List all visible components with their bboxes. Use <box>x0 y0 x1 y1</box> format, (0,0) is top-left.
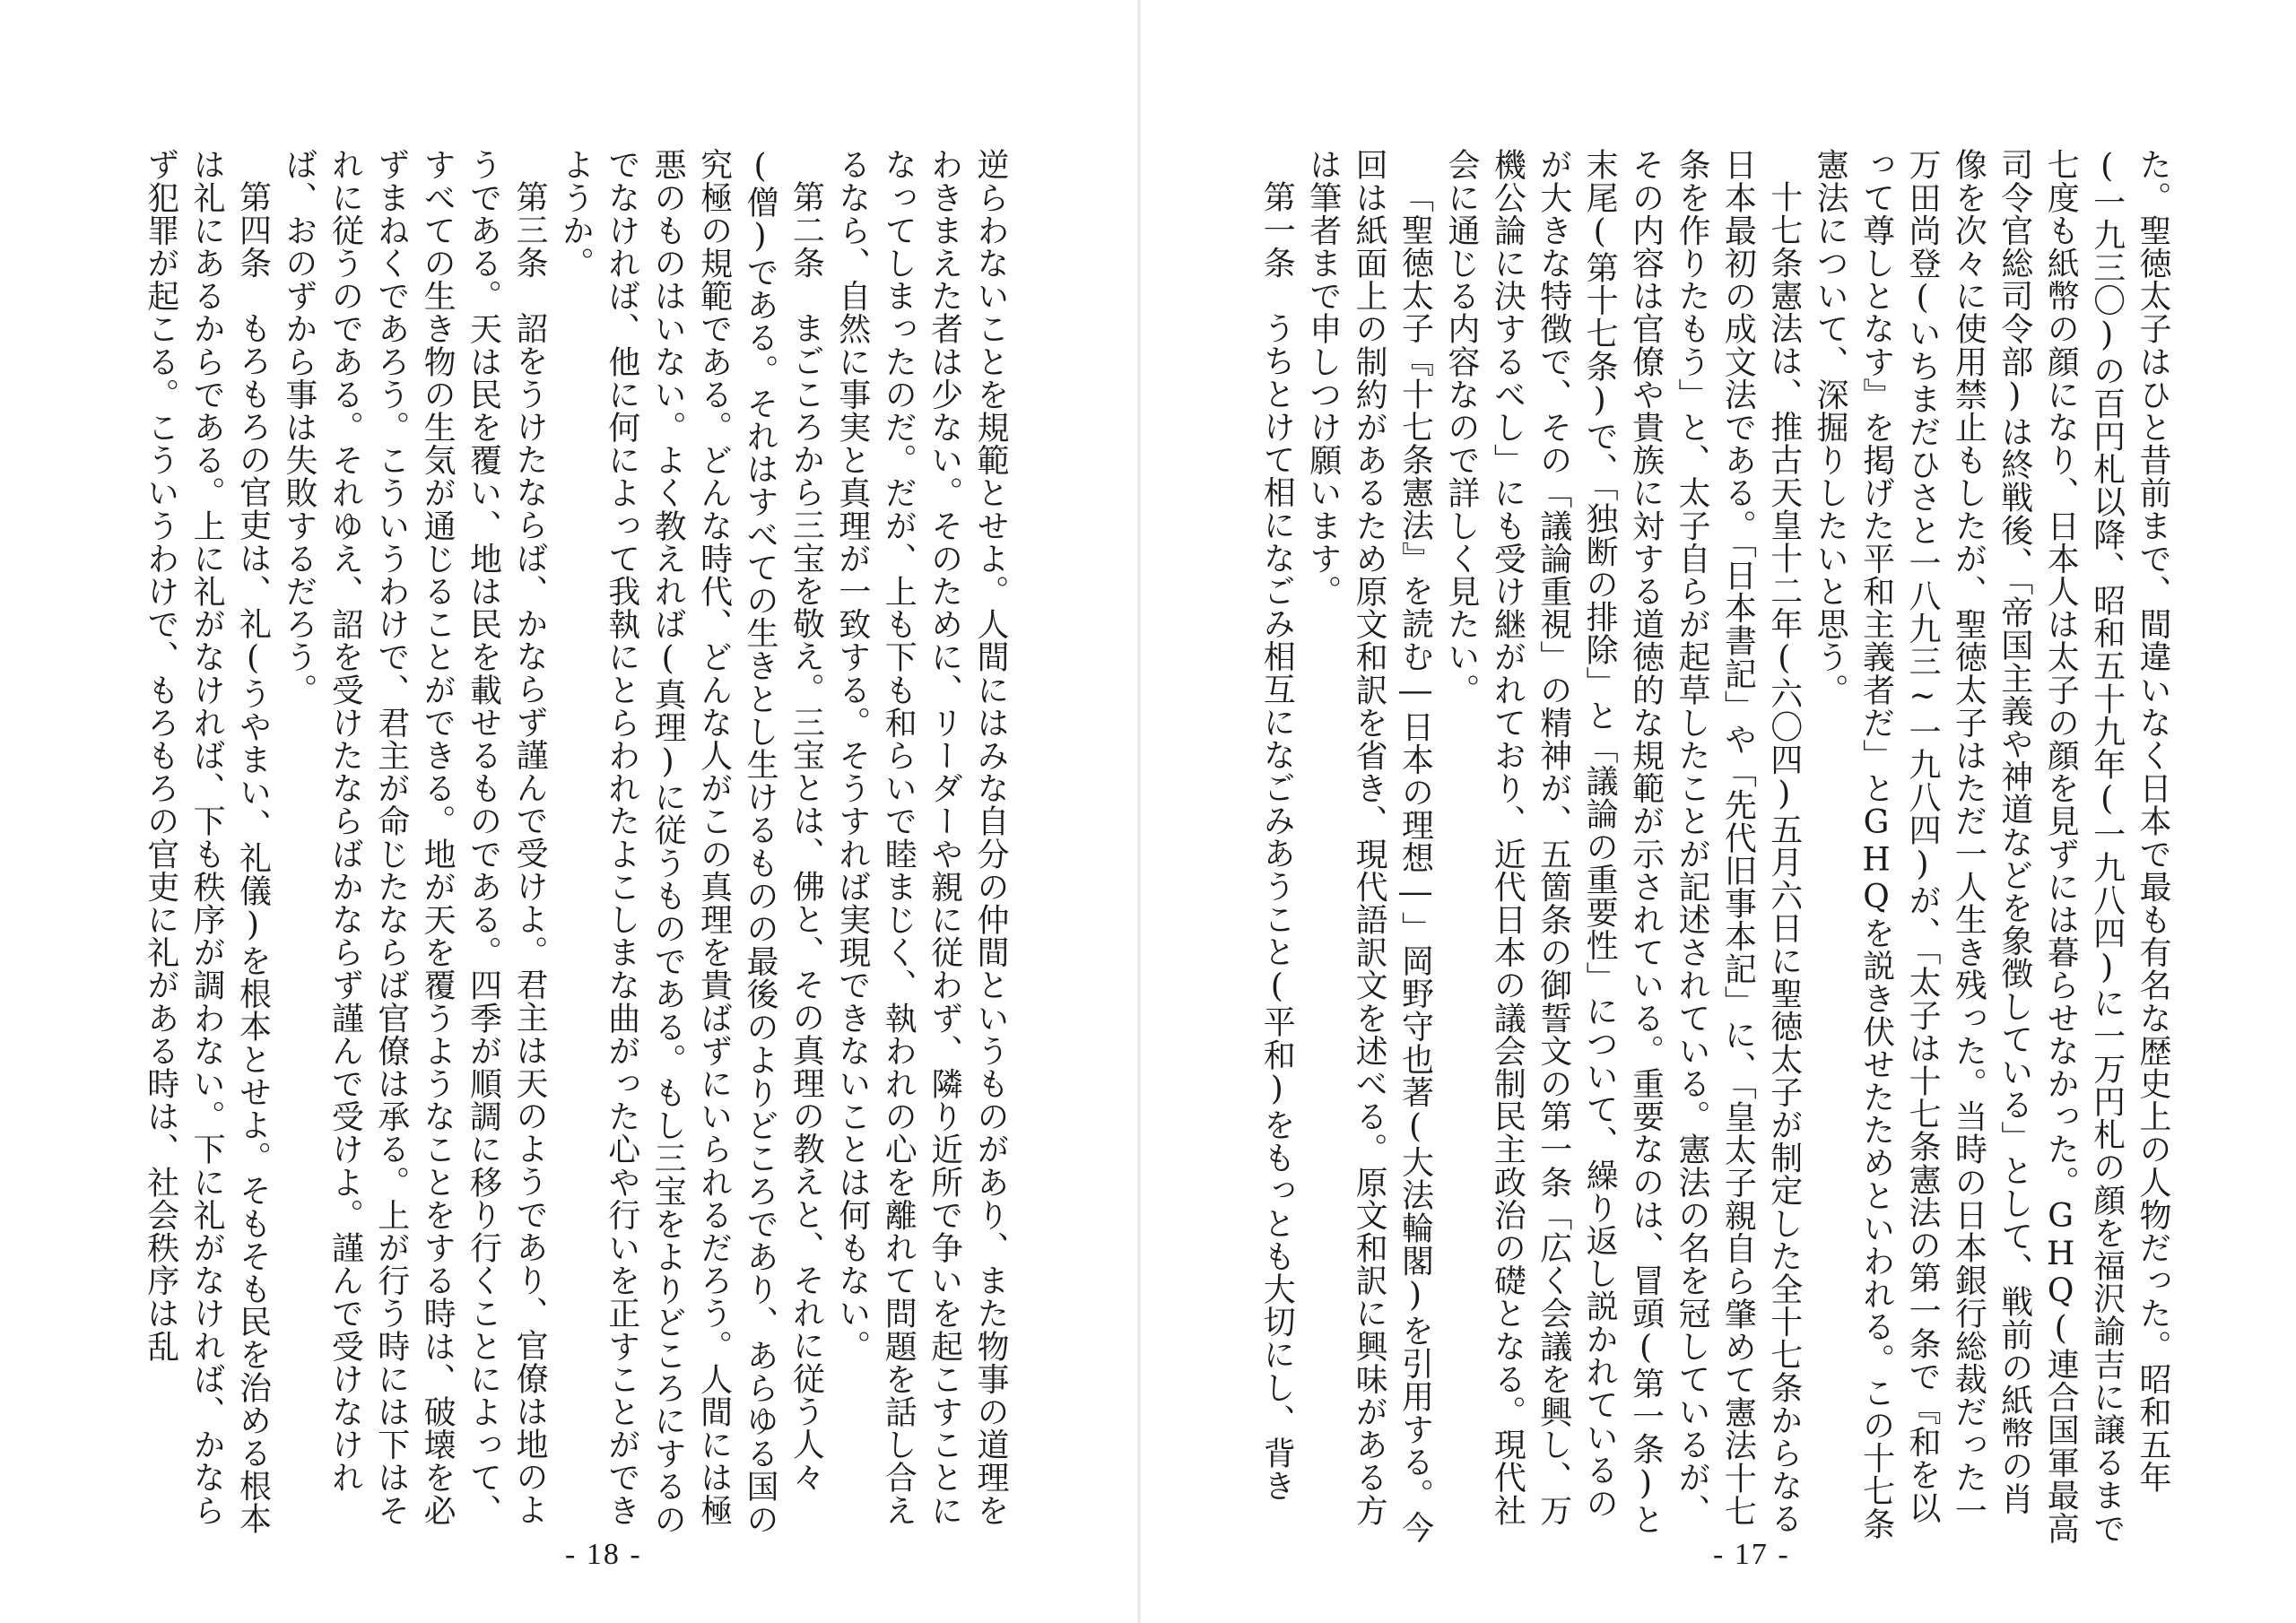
right-page-body-text <box>1258 148 2176 1547</box>
paragraph-article-4: 第四条 もろもろの官吏は、礼(うやまい、礼儀)を根本とせよ。そもそも民を治める根本は礼にあるからである。上に礼がなければ、下も秩序が調わない。下に礼がなければ、かならず犯罪が起こる。こういうわけで、もろもろの官吏に礼がある時は、社会秩序は乱 <box>142 148 272 1535</box>
paragraph-seventeen-article-constitution: 十七条憲法は、推古天皇十二年(六〇四)五月六日に聖徳太子が制定した全十七条からなる日本最初の成文法である。「日本書記」や「先代旧事本記」に、「皇太子親自ら肇めて憲法十七条を作りたもう」と、太子自らが起草したことが記述されている。憲法の名を冠しているが、その内容は官僚や貴族に対する道徳的な規範が示されている。重要なのは、冒頭(第一条)と末尾(第十七条)で、「独断の排除」と「議論の重要性」について、繰り返し説かれているのが大きな特徴で、その「議論重視」の精神が、五箇条の御誓文の第一条「広く会議を興し、万機公論に決するべし」にも受け継がれており、近代日本の議会制民主政治の礎となる。現代社会に通じる内容なので詳しく見たい。 <box>1442 148 1803 1536</box>
left-page <box>0 0 1139 1623</box>
right-page <box>1139 0 2296 1623</box>
paragraph-article-2: 第二条 まごころから三宝を敬え。三宝とは、佛と、その真理の教えと、それに従う人々(僧)である。それはすべての生きとし生けるものの最後のよりどころであり、あらゆる国の究極の規範である。どんな時代、どんな人がこの真理を貴ばずにいられるだろう。人間には極悪のものはいない。よく教えれば(真理)に従うものである。もし三宝をよりどころにするのでなければ、他に何によって我執にとらわれたよこしまな曲がった心や行いを正すことができようか。 <box>557 148 825 1536</box>
page-number: - 17 - <box>1713 1538 1790 1571</box>
paragraph-citation: 「聖徳太子『十七条憲法』を読む―日本の理想―」岡野守也著(大法輪閣)を引用する。今回は紙面上の制約があるため原文和訳を省き、現代語訳文を述べる。原文和訳に興味がある方は筆者まで申しつけ願います。 <box>1304 148 1434 1544</box>
paragraph-article-3: 第三条 詔をうけたならば、かならず謹んで受けよ。君主は天のようであり、官僚は地のようである。天は民を覆い、地は民を載せるものである。四季が順調に移り行くことによって、すべての生き物の生気が通じることができる。地が天を覆うようなことをする時は、破壊を必ずまねくであろう。こういうわけで、君主が命じたならば官僚は承る。上が行う時には下はそれに従うのである。それゆえ、詔を受けたならばかならず謹んで受けよ。謹んで受けなければ、おのずから事は失敗するだろう。 <box>280 148 548 1527</box>
paragraph: 逆らわないことを規範とせよ。人間にはみな自分の仲間というものがあり、また物事の道理をわきまえた者は少ない。そのために、リーダーや親に従わず、隣り近所で争いを起こすことになってしまったのだ。だが、上も下も和らいで睦まじく、執われの心を離れて問題を話し合えるなら、自然に事実と真理が一致する。そうすれば実現できないことは何もない。 <box>833 148 1009 1527</box>
paragraph-article-1: 第一条 うちとけて相になごみ相互になごみあうこと(平和)をもっとも大切にし、背き <box>1258 180 1296 1502</box>
paragraph: た。聖徳太子はひと昔前まで、間違いなく日本で最も有名な歴史上の人物だった。昭和五年(一九三〇)の百円札以降、昭和五十九年(一九八四)に一万円札の顔を福沢諭吉に譲るまで七度も紙幣の顔になり、日本人は太子の顔を見ずには暮らせなかった。GHQ(連合国軍最高司令官総司令部)は終戦後、「帝国主義や神道などを象徴している」として、戦前の紙幣の肖像を次々に使用禁止もしたが、聖徳太子はただ一人生き残った。当時の日本銀行総裁だった一万田尚登(いちまだひさと一八九三~一九八四)が、「太子は十七条憲法の第一条で『和を以って尊しとなす』を掲げた平和主義者だ」とGHQを説き伏せたためといわれる。この十七条憲法について、深掘りしたいと思う。 <box>1812 148 2171 1545</box>
left-page-body-text <box>142 148 1013 1547</box>
page-number: - 18 - <box>565 1538 642 1571</box>
